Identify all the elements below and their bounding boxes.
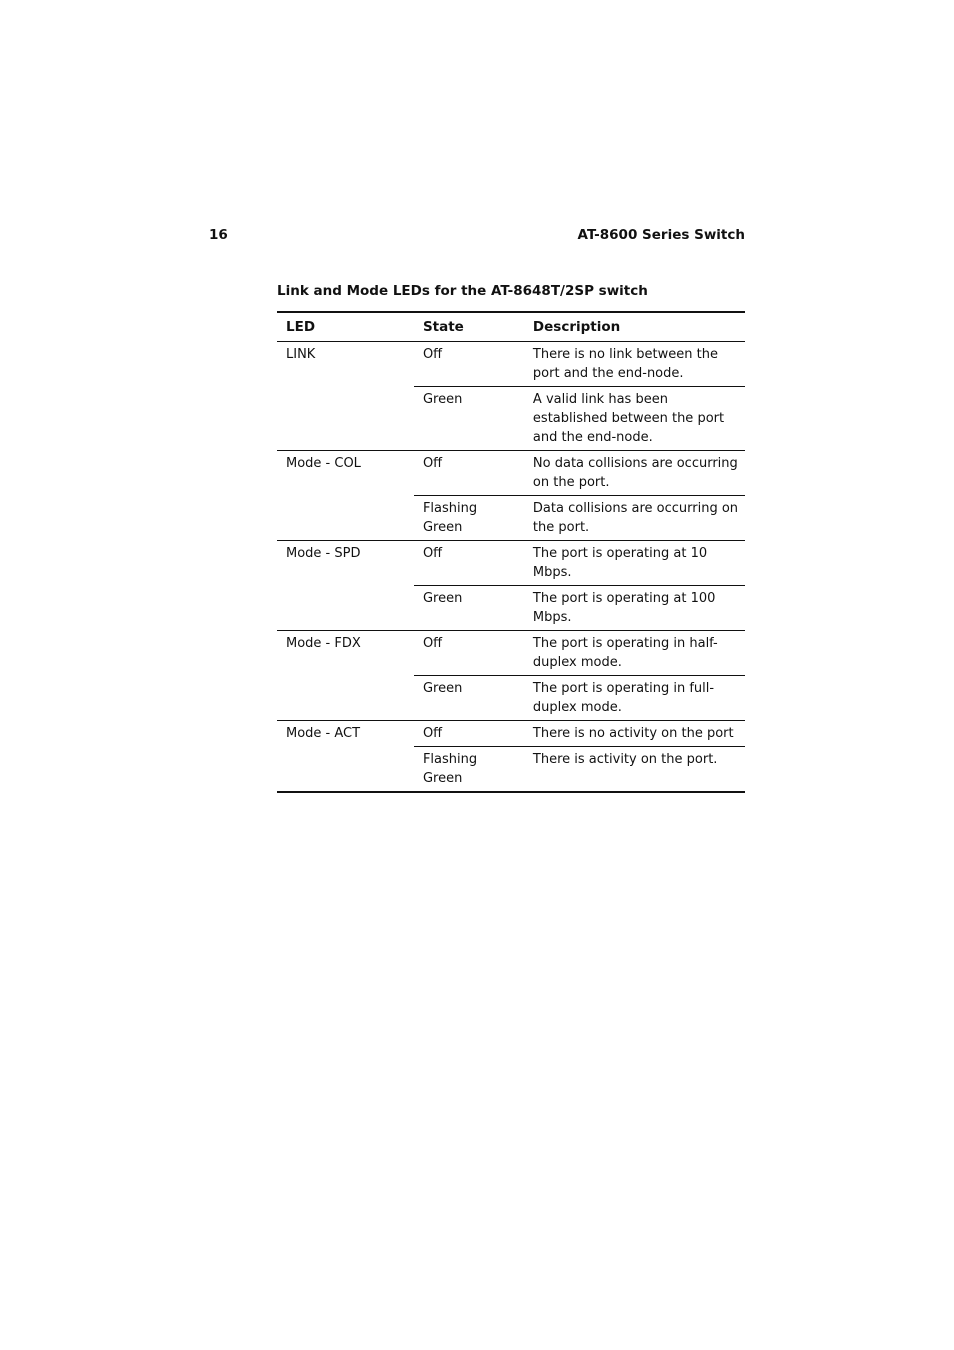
- led-name: Mode - ACT: [277, 721, 414, 793]
- column-header-description: Description: [524, 312, 745, 342]
- led-table: [277, 311, 745, 793]
- led-state: Off: [414, 451, 524, 496]
- table-caption: Link and Mode LEDs for the AT-8648T/2SP switch: [277, 283, 648, 299]
- table-row: [277, 342, 745, 387]
- led-state: Green: [414, 387, 524, 451]
- led-state: Flashing Green: [414, 496, 524, 541]
- led-state: Green: [414, 586, 524, 631]
- running-title: AT-8600 Series Switch: [577, 227, 745, 243]
- led-description: The port is operating at 100 Mbps.: [524, 586, 745, 631]
- led-description: The port is operating in half-duplex mode.: [524, 631, 745, 676]
- page-number: 16: [209, 227, 228, 243]
- led-state: Flashing Green: [414, 747, 524, 793]
- table-row: [277, 451, 745, 496]
- led-description: The port is operating at 10 Mbps.: [524, 541, 745, 586]
- led-description: The port is operating in full-duplex mode.: [524, 676, 745, 721]
- led-name: Mode - COL: [277, 451, 414, 541]
- led-state: Off: [414, 631, 524, 676]
- led-name: Mode - FDX: [277, 631, 414, 721]
- led-description: No data collisions are occurring on the port.: [524, 451, 745, 496]
- column-header-state: State: [414, 312, 524, 342]
- table-row: [277, 721, 745, 747]
- led-state: Green: [414, 676, 524, 721]
- column-header-led: LED: [277, 312, 414, 342]
- led-name: Mode - SPD: [277, 541, 414, 631]
- table-row: [277, 541, 745, 586]
- led-description: Data collisions are occurring on the port.: [524, 496, 745, 541]
- led-state: Off: [414, 541, 524, 586]
- led-state: Off: [414, 721, 524, 747]
- led-name: LINK: [286, 347, 316, 362]
- table-row: [277, 631, 745, 676]
- led-description: There is no activity on the port: [524, 721, 745, 747]
- led-description: There is no link between the port and the end-node.: [532, 347, 718, 381]
- led-state: Off: [422, 347, 443, 362]
- table-header-row: [277, 312, 745, 342]
- led-description: A valid link has been established between the port and the end-node.: [524, 387, 745, 451]
- led-description: There is activity on the port.: [524, 747, 745, 793]
